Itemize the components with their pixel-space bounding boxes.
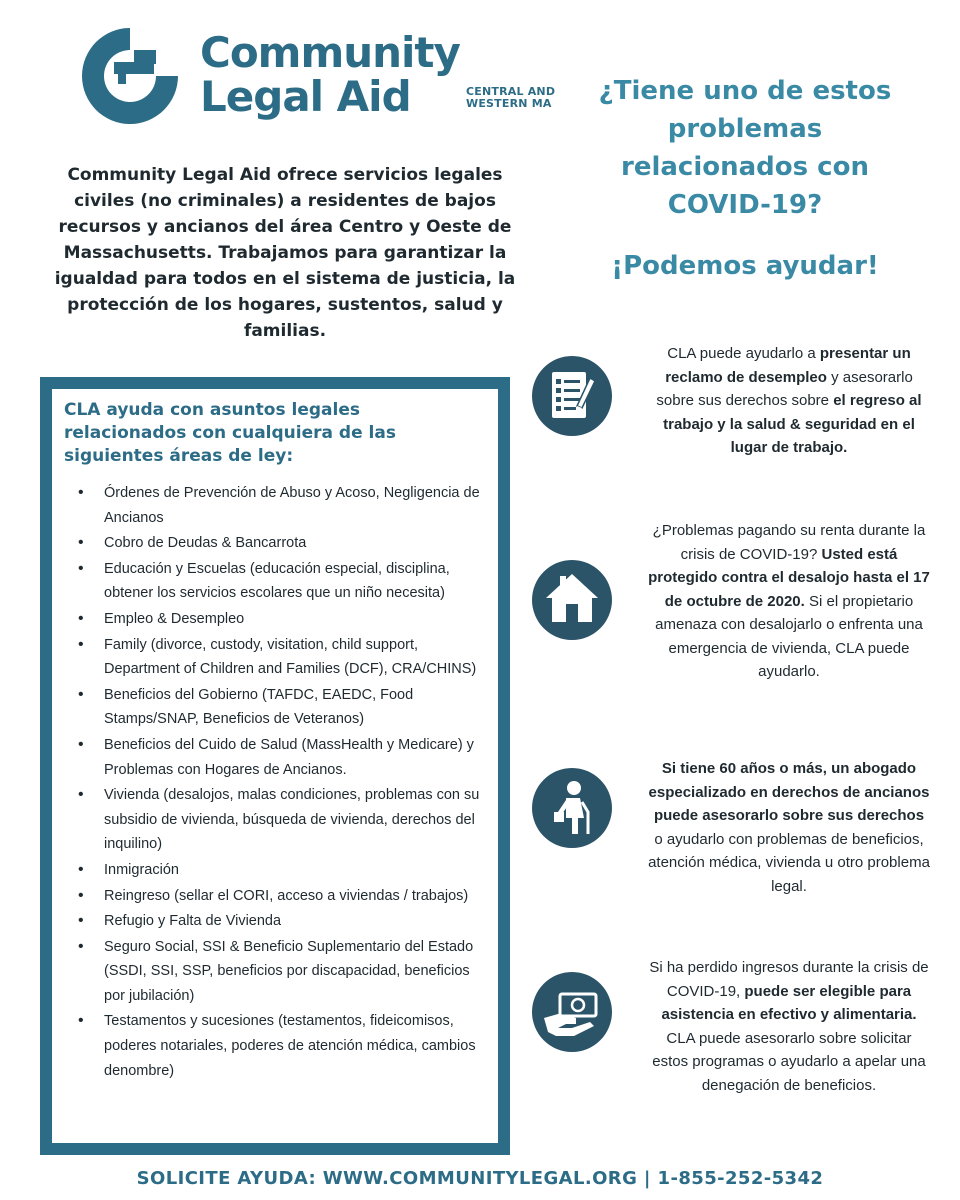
logo-region-line1: CENTRAL AND [466, 85, 556, 98]
checklist-icon [532, 356, 612, 436]
area-list-item: • Refugio y Falta de Vivienda [104, 909, 492, 934]
area-list-item: • Empleo & Desempleo [104, 607, 492, 632]
area-list-item: • Inmigración [104, 858, 492, 883]
area-list-item: • Educación y Escuelas (educación especial, disciplina, obtener los servicios escolares que un niño necesita) [104, 557, 492, 606]
help-segment: CLA puede ayudarlo a [667, 345, 820, 362]
area-list-item: • Órdenes de Prevención de Abuso y Acoso, Negligencia de Ancianos [104, 481, 492, 530]
help-segment: Si el propietario amenaza con desalojarlo o enfrenta una emergencia de vivienda, CLA puede ayudarlo. [655, 592, 923, 680]
area-list-item: • Vivienda (desalojos, malas condiciones, problemas con su subsidio de vivienda, búsqueda de vivienda, derechos del inquilino) [104, 783, 492, 857]
help-segment: o ayudarlo con problemas de beneficios, atención médica, vivienda u otro problema legal. [648, 830, 930, 895]
help-bold-segment: puede ser elegible para asistencia en efectivo y alimentaria. [661, 982, 917, 1023]
gavel-logo-icon [78, 24, 182, 128]
help-segment: y asesorarlo sobre sus derechos sobre [656, 368, 913, 409]
help-bold-segment: Si tiene 60 años o más, un abogado especializado en derechos de ancianos puede asesorarlo sobre sus derechos [648, 760, 930, 824]
subheadline: ¡Podemos ayudar! [611, 251, 879, 281]
logo [78, 24, 556, 132]
area-list-item: • Testamentos y sucesiones (testamentos, fideicomisos, poderes notariales, poderes de atención médica, cambios denombre) [104, 1009, 492, 1083]
area-list-item: • Beneficios del Cuido de Salud (MassHealth y Medicare) y Problemas con Hogares de Ancianos. [104, 733, 492, 782]
headline: ¿Tiene uno de estos problemas relacionados con COVID-19? [598, 76, 892, 220]
area-list-item: • Cobro de Deudas & Bancarrota [104, 531, 492, 556]
areas-list [52, 481, 492, 1084]
logo-wordmark-line1: Community [200, 28, 460, 77]
logo-region [466, 86, 586, 110]
help-elder-text [648, 757, 930, 898]
cash-assistance-icon [532, 972, 612, 1052]
elderly-person-icon [532, 768, 612, 848]
logo-region-line2: WESTERN MA [466, 97, 552, 110]
help-bold-segment: Usted está protegido contra el desalojo hasta el 17 de octubre de 2020. [648, 545, 930, 610]
help-segment: CLA puede asesorarlo sobre solicitar estos programas o ayudarlo a apelar una denegación de beneficios. [652, 1029, 926, 1094]
area-list-item: • Beneficios del Gobierno (TAFDC, EAEDC, Food Stamps/SNAP, Beneficios de Veteranos) [104, 683, 492, 732]
area-list-item: • Seguro Social, SSI & Beneficio Suplementario del Estado (SSDI, SSI, SSP, beneficios por discapacidad, beneficios por jubilación) [104, 935, 492, 1009]
footer-contact: SOLICITE AYUDA: WWW.COMMUNITYLEGAL.ORG | 1-855-252-5342 [136, 1168, 824, 1189]
help-segment: Si ha perdido ingresos durante la crisis de COVID-19, [649, 959, 929, 1000]
areas-heading: CLA ayuda con asuntos legales relacionados con cualquiera de las siguientes áreas de ley: [64, 400, 396, 466]
house-icon [532, 560, 612, 640]
areas-of-law-box [40, 377, 510, 1155]
area-list-item: • Reingreso (sellar el CORI, acceso a viviendas / trabajos) [104, 884, 492, 909]
help-bold-segment: el regreso al trabajo y la salud & seguridad en el lugar de trabajo. [663, 392, 922, 456]
intro-paragraph: Community Legal Aid ofrece servicios legales civiles (no criminales) a residentes de bajos recursos y ancianos del área Centro y Oeste de Massachusetts. Trabajamos para garantizar la igualdad para todos en el sistema de justicia, la protección de los hogares, sustentos, salud y familias. [54, 165, 516, 341]
help-bold-segment: presentar un reclamo de desempleo [665, 345, 911, 386]
help-cash-text [648, 956, 930, 1097]
area-list-item: • Family (divorce, custody, visitation, child support, Department of Children and Families (DCF), CRA/CHINS) [104, 633, 492, 682]
help-segment: ¿Problemas pagando su renta durante la crisis de COVID-19? [652, 522, 926, 563]
help-eviction-text [648, 519, 930, 684]
help-unemployment-text [648, 342, 930, 460]
logo-wordmark-line2: Legal Aid [200, 72, 411, 121]
